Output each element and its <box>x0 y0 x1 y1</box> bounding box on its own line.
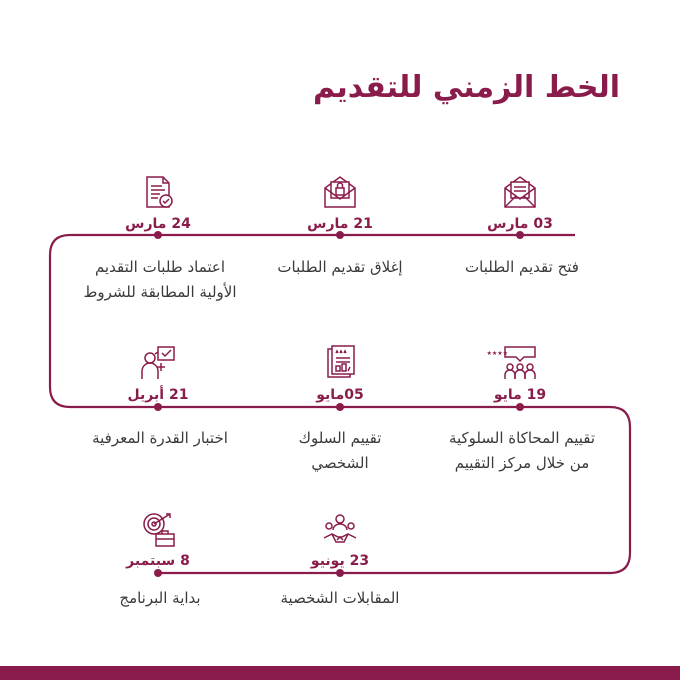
milestone-date: 24 مارس <box>125 216 191 232</box>
milestone-label: اعتماد طلبات التقديم الأولية المطابقة للشروط <box>83 258 237 301</box>
milestone-label: تقييم المحاكاة السلوكية من خلال مركز التقييم <box>448 429 596 472</box>
timeline-dot <box>154 403 162 411</box>
envelope-letter-icon <box>500 172 540 212</box>
timeline-dot <box>516 231 524 239</box>
approved-document-icon <box>138 172 178 212</box>
milestone-label: المقابلات الشخصية <box>280 589 400 607</box>
milestone-date: 05مايو <box>316 387 364 403</box>
timeline-dot <box>336 403 344 411</box>
bottom-accent-bar <box>0 666 680 680</box>
milestone-date: 03 مارس <box>487 216 553 232</box>
timeline-dot <box>154 569 162 577</box>
target-briefcase-icon <box>138 510 178 550</box>
timeline-dot <box>336 569 344 577</box>
milestone-date: 8 سبتمبر <box>126 553 190 569</box>
milestone-label: إغلاق تقديم الطلبات <box>277 258 403 276</box>
evaluation-board-icon <box>320 343 360 383</box>
milestone-date: 21 مارس <box>307 216 373 232</box>
locked-envelope-icon <box>320 172 360 212</box>
timeline-dot <box>154 231 162 239</box>
person-thinking-checklist-icon <box>138 343 178 383</box>
milestone-label: فتح تقديم الطلبات <box>465 258 579 276</box>
milestone-date: 19 مايو <box>493 387 547 403</box>
timeline-dot <box>516 403 524 411</box>
page-title: الخط الزمني للتقديم <box>312 70 620 105</box>
milestone-label: تقييم السلوك الشخصي <box>298 429 382 472</box>
milestone-label: اختبار القدرة المعرفية <box>92 429 228 447</box>
timeline-dot <box>336 231 344 239</box>
milestone-label: بداية البرنامج <box>119 589 201 607</box>
handshake-interview-icon <box>320 510 360 550</box>
svg-text:★★★★: ★★★★ <box>486 350 508 357</box>
group-rating-icon <box>486 343 540 383</box>
milestone-date: 23 يونيو <box>310 553 370 569</box>
milestone-date: 21 أبريل <box>127 387 189 403</box>
